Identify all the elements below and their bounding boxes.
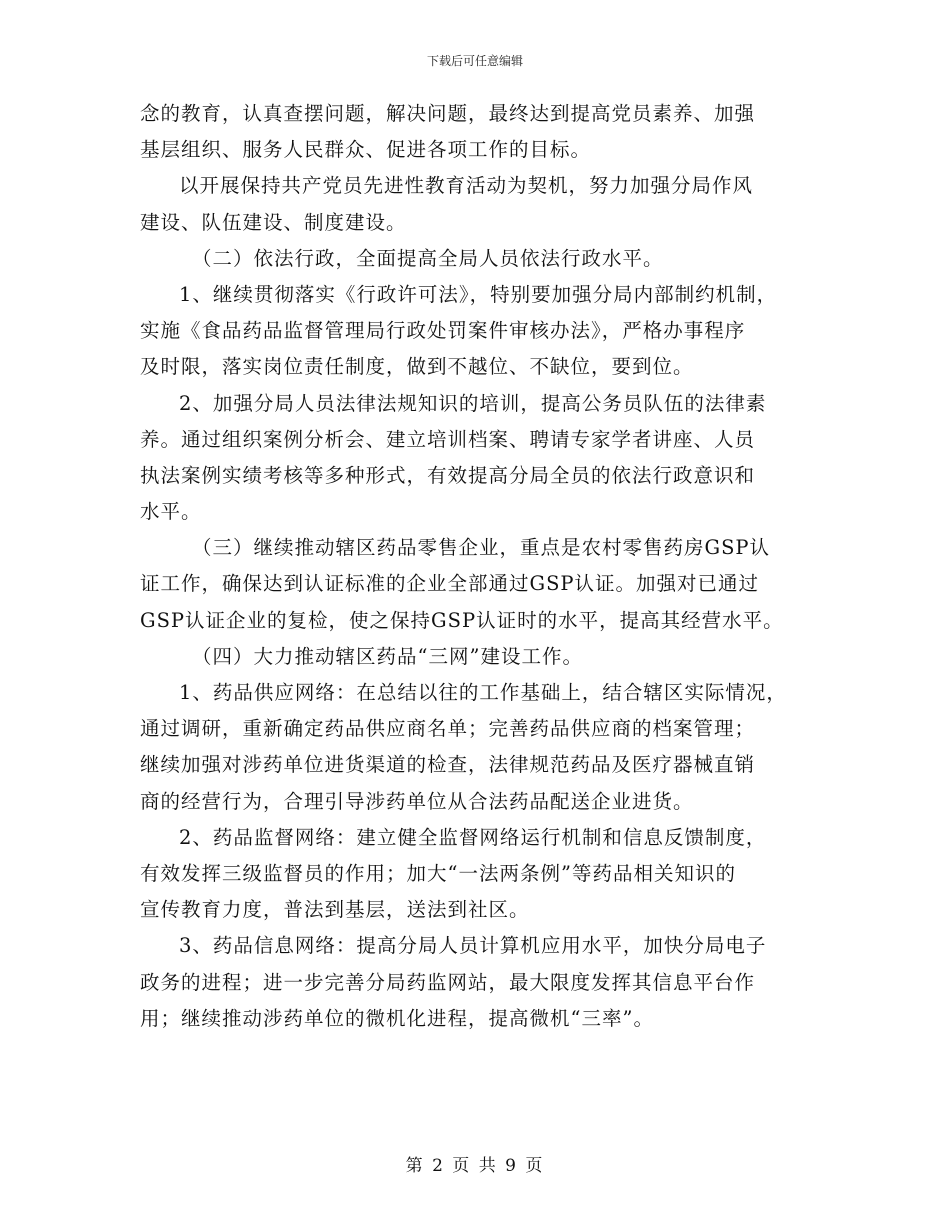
text-line: 宣传教育力度，普法到基层，送法到社区。 [140,898,530,922]
text-line: 执法案例实绩考核等多种形式，有效提高分局全员的依法行政意识和 [140,463,756,487]
paragraph-start-line: 3、药品信息网络：提高分局人员计算机应用水平，加快分局电子 [179,934,767,958]
page-number-footer: 第 2 页 共 9 页 [405,1156,545,1176]
paragraph-start-line: 2、药品监督网络：建立健全监督网络运行机制和信息反馈制度， [179,825,767,849]
section-heading-2: （二）依法行政，全面提高全局人员依法行政水平。 [192,246,664,270]
text-line: 养。通过组织案例分析会、建立培训档案、聘请专家学者讲座、人员 [140,427,756,451]
document-body [140,96,820,1037]
text-line: 商的经营行为，合理引导涉药单位从合法药品配送企业进货。 [140,789,694,813]
text-line: 建设、队伍建设、制度建设。 [140,210,407,234]
paragraph-start-line: 2、加强分局人员法律法规知识的培训，提高公务员队伍的法律素 [179,391,767,415]
paragraph-start-line: 以开展保持共产党员先进性教育活动为契机，努力加强分局作风 [179,174,754,198]
section-heading-4: （四）大力推动辖区药品“三网”建设工作。 [192,644,583,668]
paragraph-start-line: 1、药品供应网络：在总结以往的工作基础上，结合辖区实际情况， [179,681,787,704]
text-line: 政务的进程；进一步完善分局药监网站，最大限度发挥其信息平台作 [140,970,756,994]
text-line: 及时限，落实岗位责任制度，做到不越位、不缺位，要到位。 [140,355,694,379]
paragraph-start-line: 1、继续贯彻落实《行政许可法》，特别要加强分局内部制约机制， [179,282,778,306]
text-line: 通过调研，重新确定药品供应商名单；完善药品供应商的档案管理； [140,717,756,741]
text-line: 证工作，确保达到认证标准的企业全部通过GSP认证。加强对已通过 [140,572,760,596]
text-line: GSP认证企业的复检，使之保持GSP认证时的水平，提高其经营水平。 [140,608,784,632]
text-line: 有效发挥三级监督员的作用；加大“一法两条例”等药品相关知识的 [140,861,736,885]
text-line: 水平。 [140,500,202,524]
text-line: 基层组织、服务人民群众、促进各项工作的目标。 [140,138,592,162]
text-line: 继续加强对涉药单位进货渠道的检查，法律规范药品及医疗器械直销 [140,753,756,777]
text-line: 念的教育，认真查摆问题，解决问题，最终达到提高党员素养、加强 [140,102,756,125]
text-line: 实施《食品药品监督管理局行政处罚案件审核办法》，严格办事程序 [140,319,746,343]
text-line: 用；继续推动涉药单位的微机化进程，提高微机“三率”。 [140,1006,654,1030]
section-heading-3: （三）继续推动辖区药品零售企业，重点是农村零售药房GSP认 [192,536,771,560]
page-header-note: 下载后可任意编辑 [426,54,523,68]
